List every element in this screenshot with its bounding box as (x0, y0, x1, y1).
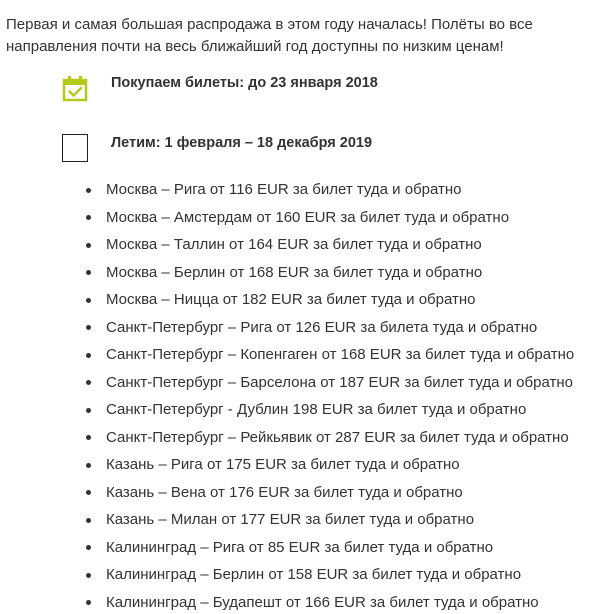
travel-period-row (60, 134, 373, 164)
list-item (86, 341, 574, 369)
route-text: Санкт-Петербург – Копенгаген от 168 EUR за билет туда и обратно (106, 346, 575, 363)
route-text: Калининград – Рига от 85 EUR за билет туда и обратно (106, 538, 494, 556)
bullet-icon (86, 325, 91, 330)
list-item (86, 561, 574, 589)
travel-period-text: Летим: 1 февраля – 18 декабря 2019 (111, 135, 373, 151)
route-text: Калининград – Будапешт от 166 EUR за билет туда и обратно (106, 593, 539, 611)
bullet-icon (86, 215, 91, 220)
list-item (86, 286, 574, 314)
list-item (86, 424, 574, 452)
route-text: Москва – Амстердам от 160 EUR за билет туда и обратно (106, 208, 510, 226)
bullet-icon (86, 490, 91, 495)
empty-checkbox-icon (60, 134, 90, 164)
route-text: Санкт-Петербург – Барселона от 187 EUR за билет туда и обратно (106, 373, 573, 391)
bullet-icon (86, 463, 91, 468)
route-text: Москва – Берлин от 168 EUR за билет туда и обратно (106, 263, 483, 281)
bullet-icon (86, 600, 91, 605)
bullet-icon (86, 188, 91, 193)
calendar-check-icon (60, 74, 90, 104)
bullet-icon (86, 545, 91, 550)
route-text: Москва – Рига от 116 EUR за билет туда и обратно (106, 181, 462, 198)
route-text: Казань – Милан от 177 EUR за билет туда и обратно (106, 511, 475, 528)
route-text: Москва – Ницца от 182 EUR за билет туда и обратно (106, 291, 476, 308)
route-text: Санкт-Петербург – Рига от 126 EUR за билета туда и обратно (106, 318, 538, 336)
list-item (86, 231, 574, 259)
purchase-period-row (60, 74, 378, 104)
bullet-icon (86, 573, 91, 578)
purchase-period-text: Покупаем билеты: до 23 января 2018 (111, 75, 378, 91)
list-item (86, 176, 574, 204)
list-item (86, 259, 574, 287)
bullet-icon (86, 243, 91, 248)
bullet-icon (86, 408, 91, 413)
bullet-icon (86, 298, 91, 303)
list-item (86, 396, 574, 424)
list-item (86, 369, 574, 397)
routes-list (86, 176, 574, 614)
list-item (86, 534, 574, 562)
route-text: Казань – Рига от 175 EUR за билет туда и обратно (106, 456, 460, 473)
list-item (86, 479, 574, 507)
list-item (86, 451, 574, 479)
bullet-icon (86, 518, 91, 523)
route-text: Санкт-Петербург – Рейкьявик от 287 EUR за билет туда и обратно (106, 428, 569, 446)
bullet-icon (86, 353, 91, 358)
list-item (86, 204, 574, 232)
bullet-icon (86, 270, 91, 275)
list-item (86, 589, 574, 614)
route-text: Москва – Таллин от 164 EUR за билет туда и обратно (106, 236, 482, 253)
list-item (86, 314, 574, 342)
intro-paragraph: Первая и самая большая распродажа в этом году началась! Полёты во все направления почти на весь ближайший год доступны по низким ценам! (6, 16, 533, 55)
route-text: Калининград – Берлин от 158 EUR за билет туда и обратно (106, 566, 522, 583)
list-item (86, 506, 574, 534)
bullet-icon (86, 435, 91, 440)
bullet-icon (86, 380, 91, 385)
route-text: Казань – Вена от 176 EUR за билет туда и обратно (106, 483, 463, 501)
route-text: Санкт-Петербург - Дублин 198 EUR за билет туда и обратно (106, 401, 527, 418)
